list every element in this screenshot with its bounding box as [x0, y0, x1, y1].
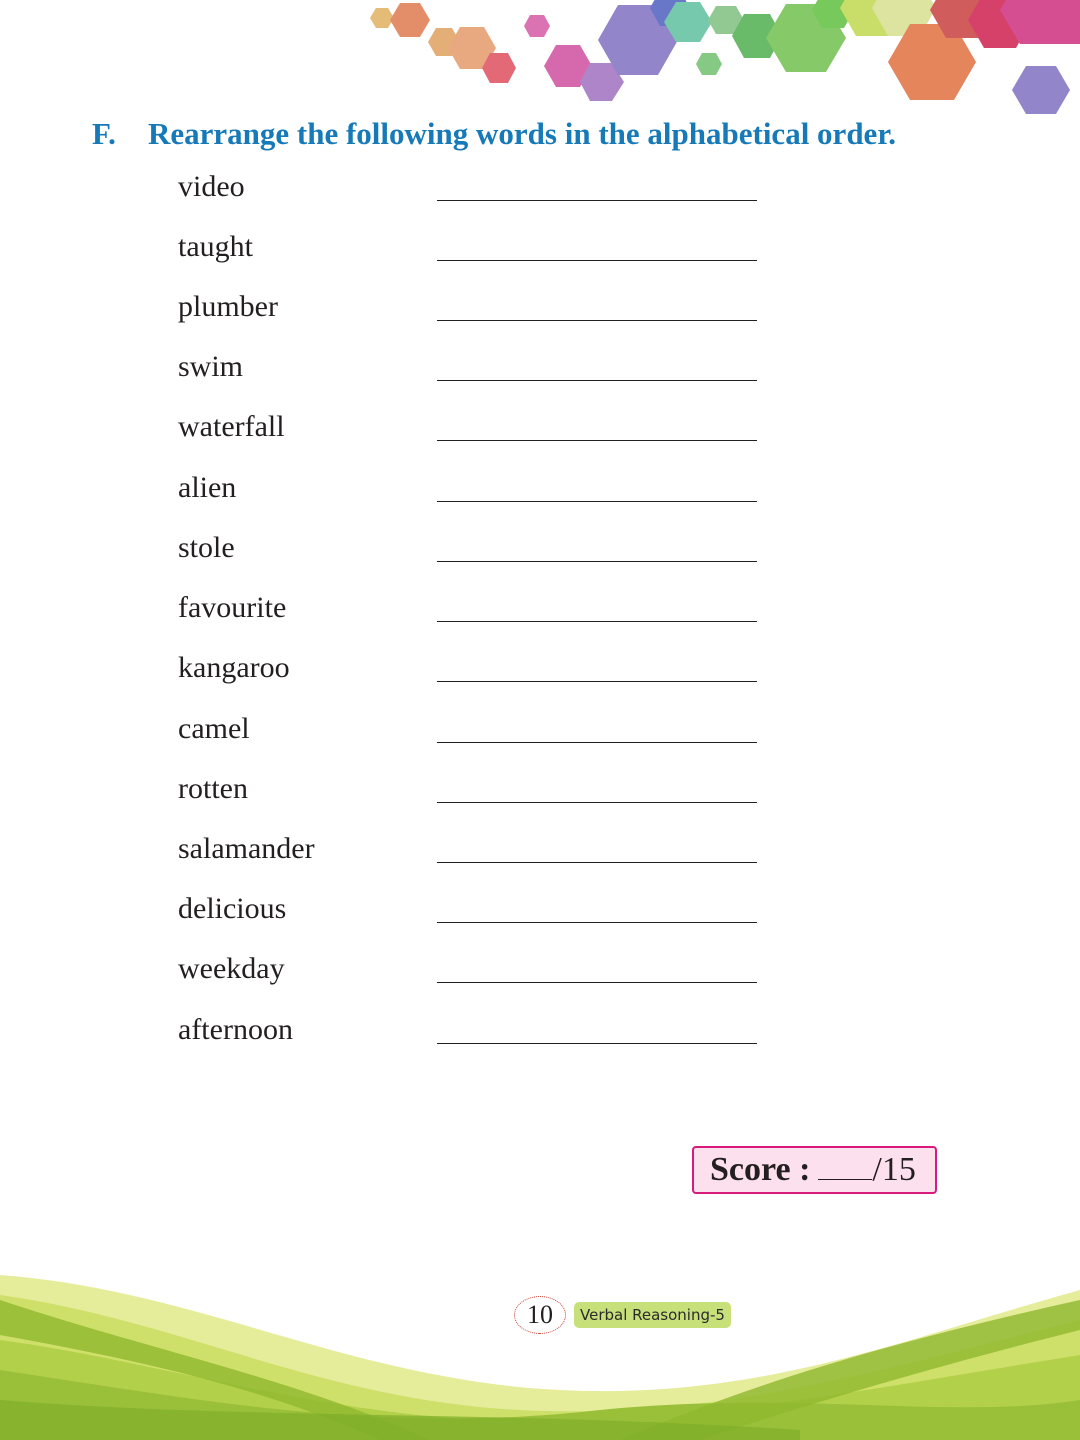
answer-blank[interactable] — [437, 380, 757, 381]
answer-blank[interactable] — [437, 681, 757, 682]
item-word: rotten — [178, 772, 248, 805]
item-word: swim — [178, 350, 244, 383]
section-instruction: Rearrange the following words in the alphabetical order. — [148, 116, 896, 151]
item-word: salamander — [178, 832, 315, 865]
answer-blank[interactable] — [437, 802, 757, 803]
list-item — [0, 651, 800, 691]
answer-blank[interactable] — [437, 862, 757, 863]
item-word: camel — [178, 712, 250, 745]
answer-blank[interactable] — [437, 1043, 757, 1044]
score-blank[interactable] — [818, 1149, 872, 1180]
item-word: favourite — [178, 591, 287, 624]
book-title: Verbal Reasoning-5 — [574, 1302, 731, 1328]
answer-blank[interactable] — [437, 501, 757, 502]
item-word: waterfall — [178, 410, 285, 443]
item-word: delicious — [178, 892, 287, 925]
list-item — [0, 471, 800, 511]
score-total: /15 — [872, 1151, 916, 1188]
list-item — [0, 832, 800, 872]
wave-decoration — [0, 1260, 1080, 1440]
item-word: alien — [178, 471, 237, 504]
answer-blank[interactable] — [437, 440, 757, 441]
item-word: afternoon — [178, 1013, 293, 1046]
answer-blank[interactable] — [437, 561, 757, 562]
page-number: 10 — [514, 1296, 566, 1334]
answer-blank[interactable] — [437, 922, 757, 923]
answer-blank[interactable] — [437, 742, 757, 743]
item-word: video — [178, 170, 245, 203]
score-box — [692, 1146, 937, 1194]
item-word: taught — [178, 230, 253, 263]
item-word: weekday — [178, 952, 285, 985]
answer-blank[interactable] — [437, 260, 757, 261]
answer-blank[interactable] — [437, 982, 757, 983]
list-item — [0, 892, 800, 932]
list-item — [0, 350, 800, 390]
list-item — [0, 531, 800, 571]
list-item — [0, 772, 800, 812]
list-item — [0, 170, 800, 210]
list-item — [0, 1013, 800, 1053]
item-word: kangaroo — [178, 651, 290, 684]
answer-blank[interactable] — [437, 200, 757, 201]
answer-blank[interactable] — [437, 621, 757, 622]
list-item — [0, 410, 800, 450]
list-item — [0, 230, 800, 270]
item-word: plumber — [178, 290, 278, 323]
list-item — [0, 952, 800, 992]
item-word: stole — [178, 531, 235, 564]
answer-blank[interactable] — [437, 320, 757, 321]
section-letter: F. — [92, 116, 116, 151]
score-label: Score : — [710, 1151, 811, 1188]
list-item — [0, 290, 800, 330]
list-item — [0, 591, 800, 631]
list-item — [0, 712, 800, 752]
